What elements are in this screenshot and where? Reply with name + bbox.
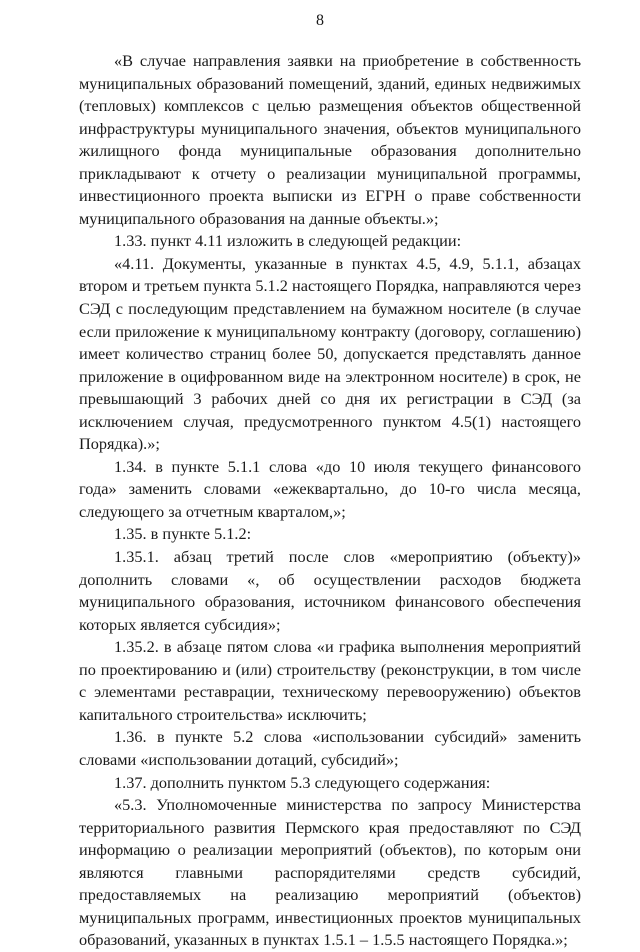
paragraph-quote-4-11: «4.11. Документы, указанные в пунктах 4.5, 4.9, 5.1.1, абзацах втором и третьем пункта 5.1.2 настоящего Порядка, направляются через СЭД с последующим представлением на бумажном носителе (в случае если приложение к муниципальному контракту (договору, соглашению) имеет количество страниц более 50, допускается представлять данное приложение в оцифрованном виде на электронном носителе) в срок, не превышающий 3 рабочих дней со дня их регистрации в СЭД (за исключением случая, предусмотренного пунктом 4.5(1) настоящего Порядка).»;: [79, 253, 581, 454]
paragraph-item-1-35: 1.35. в пункте 5.1.2:: [114, 524, 252, 544]
paragraph-quote-acquisition: «В случае направления заявки на приобретение в собственность муниципальных образований помещений, зданий, единых недвижимых (тепловых) комплексов с целью размещения объектов общественной инфраструктуры муниципального значения, объектов муниципального жилищного фонда муниципальные образования дополнительно прикладывают к отчету о реализации муниципальной программы, инвестиционного проекта выписки из ЕГРН о праве собственности муниципального образования на данные объекты.»;: [79, 51, 581, 228]
page-number: 8: [316, 12, 324, 29]
paragraph-item-1-33: 1.33. пункт 4.11 изложить в следующей редакции:: [114, 231, 462, 251]
paragraph-item-1-35-2: 1.35.2. в абзаце пятом слова «и графика выполнения мероприятий по проектированию и (или) строительству (реконструкции, в том числе с элементами реставрации, техническому перевооружению) объектов капитального строительства» исключить;: [79, 637, 581, 724]
paragraph-item-1-37: 1.37. дополнить пунктом 5.3 следующего содержания:: [114, 772, 491, 792]
paragraph-item-1-34: 1.34. в пункте 5.1.1 слова «до 10 июля текущего финансового года» заменить словами «ежеквартально, до 10-го числа месяца, следующего за отчетным кварталом,»;: [79, 456, 581, 521]
paragraph-item-1-35-1: 1.35.1. абзац третий после слов «мероприятию (объекту)» дополнить словами «, об осуществлении расходов бюджета муниципального образования, источником финансового обеспечения которых является субсидия»;: [79, 547, 581, 634]
paragraph-item-1-36: 1.36. в пункте 5.2 слова «использовании субсидий» заменить словами «использовании дотаций, субсидий»;: [79, 727, 581, 769]
document-body: [79, 50, 581, 952]
paragraph-quote-5-3: «5.3. Уполномоченные министерства по запросу Министерства территориального развития Пермского края предоставляют по СЭД информацию о реализации мероприятий (объектов), по которым они являются главными распорядителями средств субсидий, предоставляемых на реализацию мероприятий (объектов) муниципальных программ, инвестиционных проектов муниципальных образований, указанных в пунктах 1.5.1 – 1.5.5 настоящего Порядка.»;: [79, 795, 581, 950]
